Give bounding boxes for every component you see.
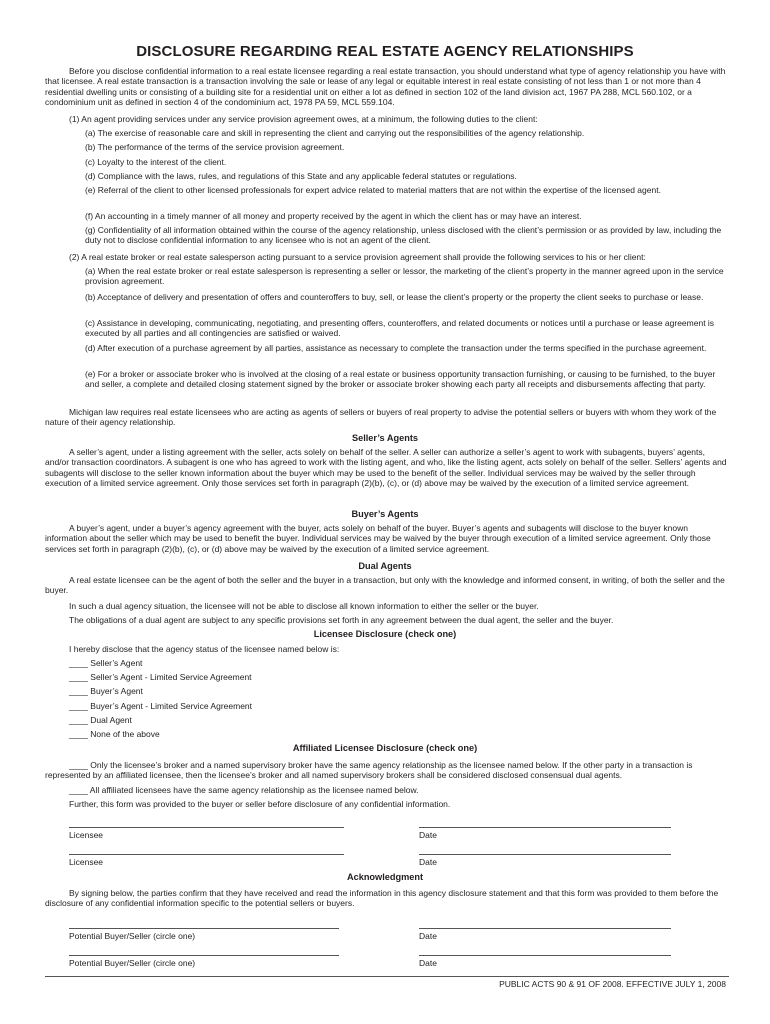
buyers-agents-text: A buyer’s agent, under a buyer’s agency agreement with the buyer, acts solely on behalf of the buyer. Buyer’s agents and subagents will disclose to the buyer known information about the seller which may be used to benefit the buyer. Individual services may be waived by the buyer through execution of a limited service agreement. Only those services set forth in paragraph (2)(b), (c), or (d) above may be waived by the execution of a limited service agreement. — [45, 523, 711, 554]
licensee-label-2: Licensee — [69, 857, 104, 867]
licensee-disclosure-heading: Licensee Disclosure (check one) — [313, 629, 457, 639]
party-date-line-2[interactable] — [419, 955, 671, 956]
party-date-line-1[interactable] — [419, 928, 671, 929]
licensee-date-line-1[interactable] — [419, 827, 671, 828]
section1-item-f: (f) An accounting in a timely manner of all money and property received by the agent in which the client has or may have an interest. — [85, 211, 582, 221]
michigan-law-paragraph: Michigan law requires real estate licensees who are acting as agents of sellers or buyers of real property to advise the potential sellers or buyers with whom they work of the nature of their agency relationship. — [45, 407, 717, 428]
section2-lead: (2) A real estate broker or real estate salesperson acting pursuant to a service provision agreement shall provide the following services to his or her client: — [69, 252, 646, 262]
date-label-1: Date — [419, 830, 437, 840]
section1-item-d: (d) Compliance with the laws, rules, and regulations of this State and any applicable federal statutes or regulations. — [85, 171, 517, 181]
party-date-label-2: Date — [419, 958, 437, 968]
licensee-date-line-2[interactable] — [419, 854, 671, 855]
party-signature-line-1[interactable] — [69, 928, 339, 929]
dual-agents-p1: A real estate licensee can be the agent of both the seller and the buyer in a transaction, but only with the knowledge and informed consent, in writing, of both the seller and the buyer. — [45, 575, 725, 596]
acknowledgment-heading: Acknowledgment — [346, 872, 424, 882]
dual-agents-p3: The obligations of a dual agent are subject to any specific provisions set forth in any agreement between the dual agent, the seller and the buyer. — [69, 615, 614, 625]
section1-lead: (1) An agent providing services under any service provision agreement owes, at a minimum, the following duties to the client: — [69, 114, 538, 124]
affiliated-option-1[interactable]: ____ Only the licensee’s broker and a named supervisory broker have the same agency relationship as the licensee named below. If the other party in a transaction is represented by an affiliated licensee, then the licensee’s broker and all named supervisory brokers shall be considered disclosed consensual dual agents. — [45, 760, 693, 781]
date-label-2: Date — [419, 857, 437, 867]
option-dual-agent[interactable]: ____ Dual Agent — [69, 715, 132, 725]
affiliated-option-2[interactable]: ____ All affiliated licensees have the same agency relationship as the licensee named below. — [69, 785, 419, 795]
party-signature-line-2[interactable] — [69, 955, 339, 956]
licensee-signature-line-2[interactable] — [69, 854, 344, 855]
sellers-agents-heading: Seller’s Agents — [351, 433, 419, 443]
intro-paragraph: Before you disclose confidential information to a real estate licensee regarding a real estate transaction, you should understand what type of agency relationship you have with that licensee. A real estate transaction is a transaction involving the sale or lease of any legal or equitable interest in real estate consisting of not less than 1 or not more than 4 residential dwelling units or consisting of a building site for a residential unit on either a lot as defined in section 102 of the land division act, 1967 PA 288, MCL 560.102, or a condominium unit as defined in section 4 of the condominium act, 1978 PA 59, MCL 559.104. — [45, 66, 726, 108]
footer-citation: PUBLIC ACTS 90 & 91 OF 2008. EFFECTIVE JULY 1, 2008 — [499, 979, 726, 989]
option-sellers-agent[interactable]: ____ Seller’s Agent — [69, 658, 143, 668]
section1-item-c: (c) Loyalty to the interest of the client. — [85, 157, 227, 167]
licensee-label-1: Licensee — [69, 830, 104, 840]
dual-agents-heading: Dual Agents — [358, 561, 412, 571]
affiliated-disclosure-heading: Affiliated Licensee Disclosure (check one) — [292, 743, 478, 753]
dual-agents-p2: In such a dual agency situation, the licensee will not be able to disclose all known information to either the seller or the buyer. — [69, 601, 539, 611]
party-date-label-1: Date — [419, 931, 437, 941]
option-buyers-agent[interactable]: ____ Buyer’s Agent — [69, 686, 143, 696]
further-statement: Further, this form was provided to the buyer or seller before disclosure of any confidential information. — [69, 799, 451, 809]
page-title: DISCLOSURE REGARDING REAL ESTATE AGENCY RELATIONSHIPS — [136, 43, 634, 60]
option-buyers-agent-limited[interactable]: ____ Buyer’s Agent - Limited Service Agreement — [69, 701, 253, 711]
party-label-1: Potential Buyer/Seller (circle one) — [69, 931, 196, 941]
section2-item-a: (a) When the real estate broker or real estate salesperson is representing a seller or lessor, the marketing of the client’s property in the manner agreed upon in the service provision agreement. — [85, 266, 724, 287]
buyers-agents-heading: Buyer’s Agents — [351, 509, 419, 519]
option-sellers-agent-limited[interactable]: ____ Seller’s Agent - Limited Service Agreement — [69, 672, 252, 682]
acknowledgment-text: By signing below, the parties confirm that they have received and read the information in this agency disclosure statement and that this form was provided to them before the disclosure of any confidential information specific to the potential sellers or buyers. — [45, 888, 719, 909]
option-none[interactable]: ____ None of the above — [69, 729, 160, 739]
section2-item-c: (c) Assistance in developing, communicating, negotiating, and presenting offers, counteroffers, and related documents or notices until a purchase or lease agreement is executed by all parties and all contingencies are satisfied or waived. — [85, 318, 715, 339]
sellers-agents-text: A seller’s agent, under a listing agreement with the seller, acts solely on behalf of the seller. A seller can authorize a seller’s agent to work with subagents, buyers’ agents, and/or transaction coordinators. A subagent is one who has agreed to work with the listing agent, and who, like the listing agent, acts solely on behalf of the seller. Sellers’ agents and subagents will disclose to the seller known information about the buyer which may be used to the benefit of the seller. Individual services may be waived by the seller through execution of a limited service agreement. Only those services set forth in paragraph (2)(b), (c), or (d) above may be waived by the execution of a limited service agreement. — [45, 447, 727, 489]
footer-divider — [45, 976, 729, 977]
section2-item-d: (d) After execution of a purchase agreement by all parties, assistance as necessary to complete the transaction under the terms specified in the purchase agreement. — [85, 343, 707, 353]
section1-item-a: (a) The exercise of reasonable care and skill in representing the client and carrying out the responsibilities of the agency relationship. — [85, 128, 585, 138]
section1-item-e: (e) Referral of the client to other licensed professionals for expert advice related to material matters that are not within the expertise of the licensed agent. — [85, 185, 661, 195]
section1-item-b: (b) The performance of the terms of the service provision agreement. — [85, 142, 345, 152]
licensee-signature-line-1[interactable] — [69, 827, 344, 828]
licensee-disclosure-lead: I hereby disclose that the agency status of the licensee named below is: — [69, 644, 340, 654]
section2-item-e: (e) For a broker or associate broker who is involved at the closing of a real estate or business opportunity transaction furnishing, or causing to be furnished, to the buyer and seller, a complete and detailed closing statement signed by the broker or associate broker showing each party all receipts and disbursements affecting that party. — [85, 369, 716, 390]
section2-item-b: (b) Acceptance of delivery and presentation of offers and counteroffers to buy, sell, or lease the client’s property or the property the client seeks to purchase or lease. — [85, 292, 704, 302]
section1-item-g: (g) Confidentiality of all information obtained within the course of the agency relationship, unless disclosed with the client’s permission or as provided by law, including the duty not to disclose confidential information to any licensee who is not an agent of the client. — [85, 225, 722, 246]
party-label-2: Potential Buyer/Seller (circle one) — [69, 958, 196, 968]
